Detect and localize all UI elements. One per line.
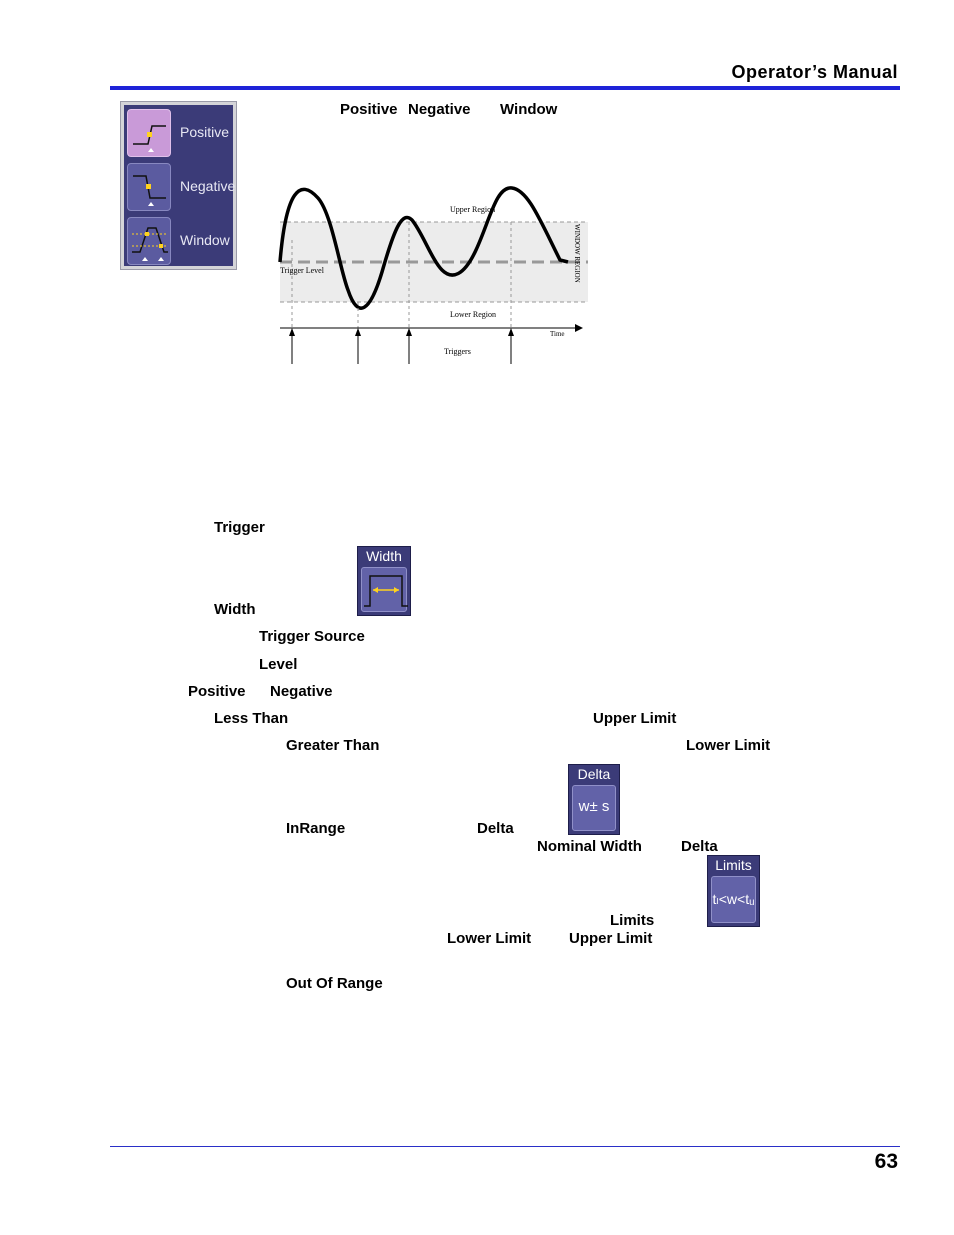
positive-slope-icon bbox=[128, 110, 172, 158]
negative-slope-button[interactable] bbox=[127, 163, 236, 211]
delta-term: Delta bbox=[477, 820, 514, 837]
limits-term: Limits bbox=[610, 912, 655, 929]
width-term: Width bbox=[214, 601, 256, 618]
delta-button-title: Delta bbox=[577, 766, 611, 782]
limits-button-title: Limits bbox=[715, 857, 752, 873]
trigger-source-term: Trigger Source bbox=[259, 628, 365, 645]
triggers-label: Triggers bbox=[444, 347, 471, 356]
nominal-width-term: Nominal Width bbox=[537, 838, 642, 855]
window-label: Window bbox=[180, 232, 230, 248]
positive-slope-button[interactable] bbox=[127, 109, 230, 157]
running-header: Operator’s Manual bbox=[731, 62, 898, 82]
upper-limit-term-2: Upper Limit bbox=[569, 930, 653, 947]
delta-button-face: w± s bbox=[572, 785, 616, 831]
upper-limit-term: Upper Limit bbox=[593, 710, 677, 727]
level-term: Level bbox=[259, 656, 298, 673]
lower-limit-term: Lower Limit bbox=[686, 737, 771, 754]
width-button-face bbox=[361, 567, 407, 612]
negative-body-term: Negative bbox=[270, 683, 333, 700]
time-label: Time bbox=[550, 330, 565, 338]
page-number: 63 bbox=[874, 1150, 898, 1173]
negative-label: Negative bbox=[180, 178, 236, 194]
out-of-range-term: Out Of Range bbox=[286, 975, 383, 992]
window-slope-icon bbox=[128, 218, 172, 266]
footer-rule bbox=[110, 1146, 900, 1147]
delta-term-2: Delta bbox=[681, 838, 718, 855]
less-than-term: Less Than bbox=[214, 710, 289, 727]
window-region-label: WINDOW REGION bbox=[573, 224, 581, 283]
limits-button-face: tₗ<w<tᵤ bbox=[711, 876, 756, 923]
positive-body-term: Positive bbox=[188, 683, 246, 700]
width-button-title: Width bbox=[366, 548, 402, 564]
positive-label: Positive bbox=[180, 124, 230, 140]
lower-limit-term-2: Lower Limit bbox=[447, 930, 532, 947]
width-button[interactable] bbox=[357, 546, 411, 616]
window-slope-button[interactable] bbox=[127, 217, 230, 265]
positive-term: Positive bbox=[340, 101, 398, 118]
header-rule bbox=[110, 86, 900, 90]
negative-slope-icon bbox=[128, 164, 172, 212]
pulse-width-icon bbox=[362, 568, 408, 612]
slope-menu-inner bbox=[124, 105, 236, 266]
lower-region-label: Lower Region bbox=[450, 310, 496, 319]
window-trigger-diagram bbox=[270, 180, 590, 370]
trigger-term: Trigger bbox=[214, 519, 265, 536]
delta-button[interactable] bbox=[568, 764, 620, 835]
slope-menu-panel bbox=[120, 101, 237, 270]
inrange-term: InRange bbox=[286, 820, 346, 837]
greater-than-term: Greater Than bbox=[286, 737, 380, 754]
upper-region-label: Upper Region bbox=[450, 205, 496, 214]
window-term: Window bbox=[500, 101, 558, 118]
limits-button[interactable] bbox=[707, 855, 760, 927]
negative-term: Negative bbox=[408, 101, 471, 118]
trigger-level-label: Trigger Level bbox=[280, 266, 324, 275]
